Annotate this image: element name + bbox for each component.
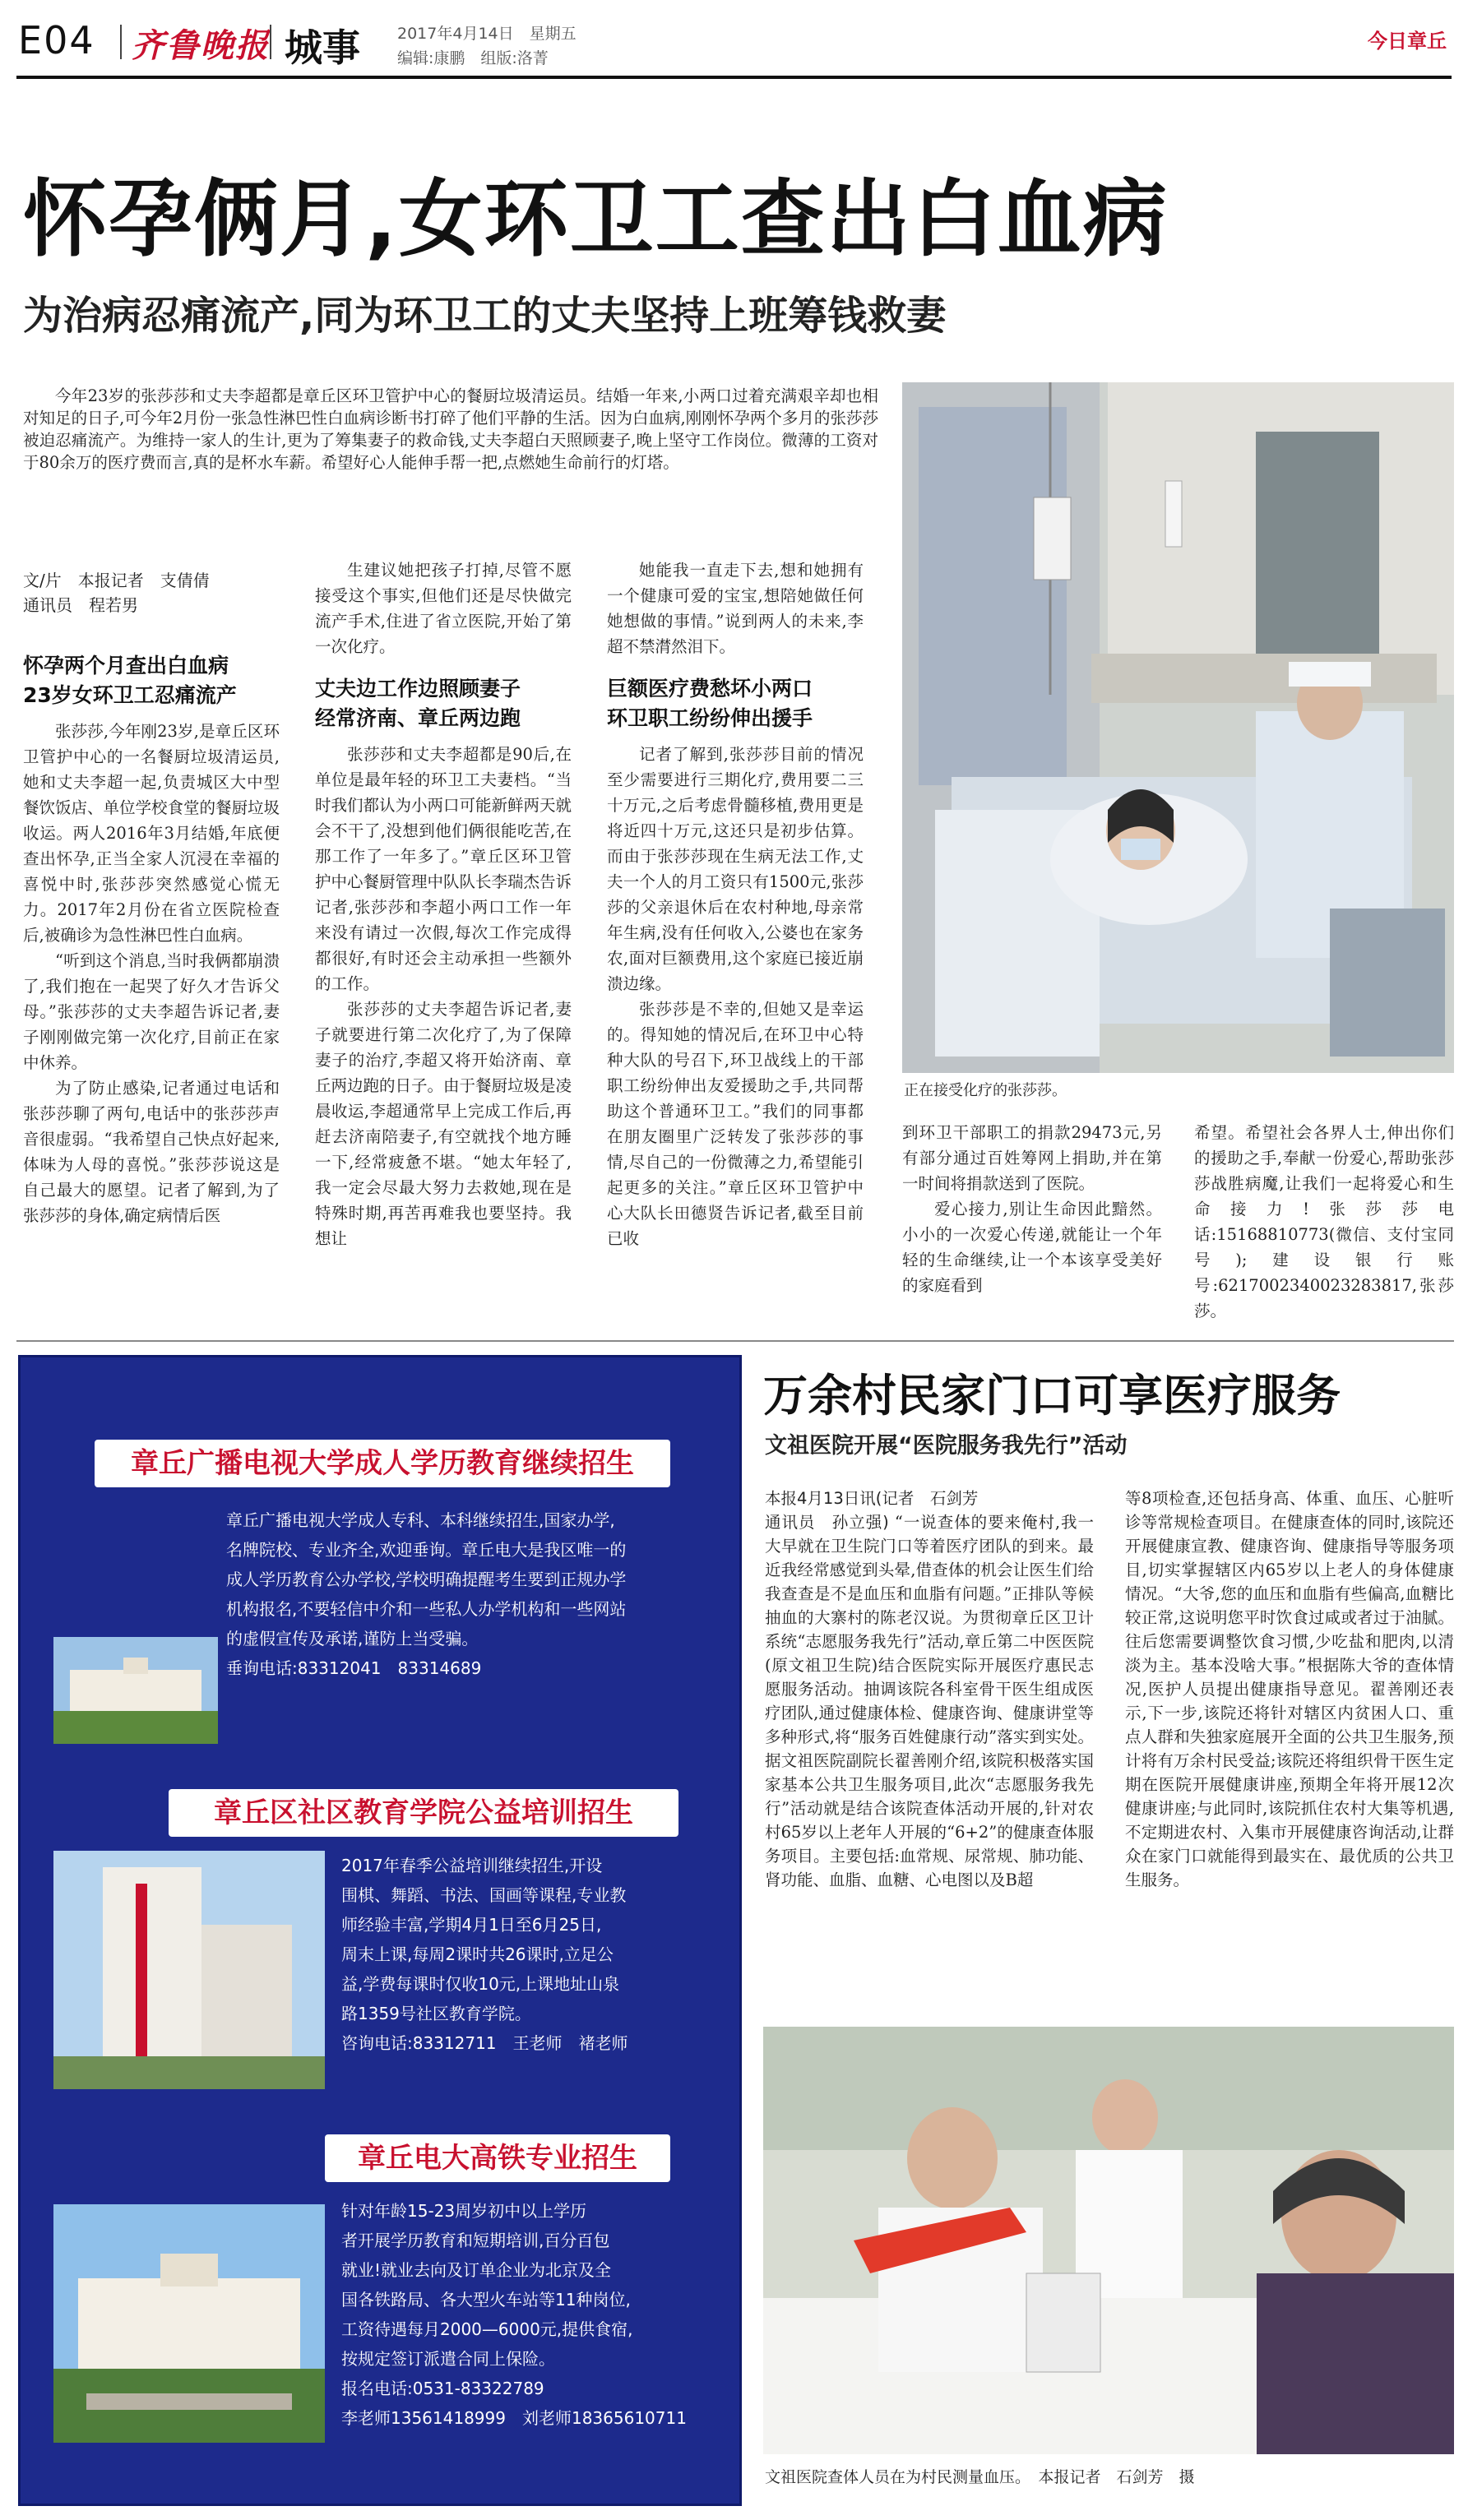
col2-heading-2: 经常济南、章丘两边跑	[315, 706, 521, 730]
paragraph: 张莎莎是不幸的,但她又是幸运的。得知她的情况后,在环卫中心特种大队的号召下,环卫战线上的干部职工纷纷伸出友爱援助之手,共同帮助这个普通环卫工。”我们的同事都在朋友圈里广泛转发了张莎莎的事情,尽自己的一份微薄之力,希望能引起更多的关注。”章丘区环卫管护中心大队长田德贤告诉记者,截至目前已收	[607, 1000, 864, 1248]
paragraph: 生建议她把孩子打掉,尽管不愿接受这个事实,但他们还是尽快做完流产手术,住进了省立医院,开始了第一次化疗。	[315, 561, 572, 656]
article-column-4	[902, 1120, 1162, 1298]
ad-line: 报名电话:0531-83322789	[341, 2379, 544, 2398]
paragraph: 希望。希望社会各界人士,伸出你们的援助之手,奉献一份爱心,帮助张莎莎战胜病魔,让我们一起将爱心和生命接力!张莎莎电话:15168810773(微信、支付宝同号);建设银行账号:6217002340023283817,张莎莎。	[1194, 1123, 1454, 1320]
ad-section-1-body	[226, 1505, 728, 1683]
photo-caption: 正在接受化疗的张莎莎。	[904, 1082, 1067, 1099]
masthead-rule	[16, 76, 1452, 79]
byline-line2: 通讯员 程若男	[23, 595, 138, 615]
col2-heading-1: 丈夫边工作边照顾妻子	[315, 677, 521, 701]
ad-line: 者开展学历教育和短期培训,百分百包	[341, 2231, 610, 2250]
paragraph: “听到这个消息,当时我俩都崩溃了,我们抱在一起哭了好久才告诉父母。”张莎莎的丈夫李超告诉记者,妻子刚刚做完第一次化疗,目前正在家中休养。	[23, 951, 280, 1072]
high-speed-rail-school-photo	[53, 2204, 325, 2443]
paragraph: 张莎莎的丈夫李超告诉记者,妻子就要进行第二次化疗了,为了保障妻子的治疗,李超又将开始济南、章丘两边跑的日子。由于餐厨垃圾是凌晨收运,李超通常早上完成工作后,再赶去济南陪妻子,有空就找个地方睡一下,经常疲惫不堪。“她太年轻了,我一定会尽最大努力去救她,现在是特殊时期,再苦再难我也要坚持。我想让	[315, 1000, 572, 1248]
col3-heading-2: 环卫职工纷纷伸出援手	[607, 706, 813, 730]
paragraph: 记者了解到,张莎莎目前的情况至少需要进行三期化疗,费用要二三十万元,之后考虑骨髓移植,费用更是将近四十万元,这还只是初步估算。而由于张莎莎现在生病无法工作,丈夫一个人的月工资只有1500元,张莎莎的父亲退休后在农村种地,母亲常年生病,没有任何收入,公婆也在家务农,面对巨额费用,这个家庭已接近崩溃边缘。	[607, 745, 864, 993]
ad-line: 按规定签订派遣合同上保险。	[341, 2349, 555, 2369]
col1-heading-1: 怀孕两个月查出白血病	[23, 654, 229, 677]
ad-line: 路1359号社区教育学院。	[341, 2004, 531, 2023]
ad-section-1-title: 章丘广播电视大学成人学历教育继续招生	[95, 1440, 670, 1487]
story2-body-b: 等8项检查,还包括身高、体重、血压、心脏听诊等常规检查项目。在健康查体的同时,该院还开展健康宣教、健康咨询、健康指导等服务项目,切实掌握辖区内65岁以上老人的身体健康情况。“大爷,您的血压和血脂有些偏高,血糖比较正常,这说明您平时饮食过咸或者过于油腻。往后您需要调整饮食习惯,少吃盐和肥肉,以清淡为主。基本没啥大事。”根据陈大爷的查体情况,医护人员提出健康指导意见。翟善刚还表示,下一步,该院还将针对辖区内贫困人口、重点人群和失独家庭展开全面的公共卫生服务,预计将有万余村民受益;该院还将组织骨干医生定期在医院开展健康讲座,预期全年将开展12次健康讲座;与此同时,该院抓住农村大集等机遇,不定期进农村、入集市开展健康咨询活动,让群众在家门口就能得到最实在、最优质的公共卫生服务。	[1125, 1489, 1454, 1889]
ad-line: 国各铁路局、各大型火车站等11种岗位,	[341, 2290, 631, 2310]
headline-subtitle: 为治病忍痛流产,同为环卫工的丈夫坚持上班筹钱救妻	[23, 293, 947, 339]
page-code: E04	[18, 18, 95, 62]
issue-date: 2017年4月14日 星期五	[397, 25, 577, 43]
ad-line: 工资待遇每月2000—6000元,提供食宿,	[341, 2319, 633, 2339]
ad-section-2-title: 章丘区社区教育学院公益培训招生	[169, 1789, 678, 1837]
medical-checkup-illustration	[763, 2027, 1454, 2454]
story2-byline: 通讯员 孙立强)	[765, 1513, 889, 1532]
ad-line: 就业!就业去向及订单企业为北京及全	[341, 2260, 612, 2280]
paragraph: 张莎莎和丈夫李超都是90后,在单位是最年轻的环卫工夫妻档。“当时我们都认为小两口可能新鲜两天就会不干了,没想到他们俩很能吃苦,在那工作了一年多了。”章丘区环卫管护中心餐厨管理中队队长李瑞杰告诉记者,张莎莎和李超小两口工作一年来没有请过一次假,每次工作完成得都很好,有时还会主动承担一些额外的工作。	[315, 745, 572, 993]
campus-building-illustration	[53, 1637, 218, 1744]
paragraph: 张莎莎,今年刚23岁,是章丘区环卫管护中心的一名餐厨垃圾清运员,她和丈夫李超一起,负责城区大中型餐饮饭店、单位学校食堂的餐厨垃圾收运。两人2016年3月结婚,年底便查出怀孕,正当全家人沉浸在幸福的喜悦中时,张莎莎突然感觉心慌无力。2017年2月份在省立医院检查后,被确诊为急性淋巴性白血病。	[23, 722, 280, 945]
lead-paragraph: 今年23岁的张莎莎和丈夫李超都是章丘区环卫管护中心的餐厨垃圾清运员。结婚一年来,小两口过着充满艰辛却也相对知足的日子,可今年2月份一张急性淋巴性白血病诊断书打碎了他们平静的生活。因为白血病,刚刚怀孕两个多月的张莎莎被迫忍痛流产。为维持一家人的生计,更为了筹集妻子的救命钱,丈夫李超白天照顾妻子,晚上坚守工作岗位。微薄的工资对于80余万的医疗费而言,真的是杯水车薪。希望好心人能伸手帮一把,点燃她生命前行的灯塔。	[23, 386, 878, 472]
story2-column-b	[1125, 1487, 1454, 1892]
ad-line: 名牌院校、专业齐全,欢迎垂询。章丘电大是我区唯一的	[226, 1540, 627, 1560]
article-column-1	[23, 651, 280, 1228]
ad-line: 针对年龄15-23周岁初中以上学历	[341, 2201, 587, 2221]
story2-column-a	[765, 1487, 1094, 1892]
paragraph: 为了防止感染,记者通过电话和张莎莎聊了两句,电话中的张莎莎声音很虚弱。“我希望自己快点好起来,体味为人母的喜悦。”张莎莎说这是自己最大的愿望。记者了解到,为了张莎莎的身体,确定病情后医	[23, 1079, 280, 1225]
headline-title: 怀孕俩月,女环卫工查出白血病	[23, 171, 1169, 269]
paragraph: 到环卫干部职工的捐款29473元,另有部分通过百姓筹网上捐助,并在第一时间将捐款送到了医院。	[902, 1123, 1162, 1193]
masthead	[0, 0, 1468, 74]
section-divider	[16, 1340, 1454, 1342]
ad-line: 李老师13561418999 刘老师18365610711	[341, 2408, 687, 2428]
edition-label: 今日章丘	[1368, 30, 1447, 53]
ad-line: 成人学历教育公办学校,学校明确提醒考生要到正规办学	[226, 1570, 627, 1589]
divider-bar	[270, 25, 271, 59]
ad-line: 益,学费每课时仅收10元,上课地址山泉	[341, 1974, 620, 1994]
article-column-5	[1194, 1120, 1454, 1324]
byline-line1: 文/片 本报记者 支倩倩	[23, 571, 210, 590]
community-college-building-photo	[53, 1851, 325, 2089]
article-column-2	[315, 557, 572, 1251]
blood-pressure-check-photo	[763, 2027, 1454, 2454]
story2-subtitle: 文祖医院开展“医院服务我先行”活动	[765, 1433, 1128, 1459]
school-campus-illustration	[53, 2204, 325, 2443]
ad-section-3-body	[341, 2196, 736, 2433]
ad-section-2-body	[341, 1851, 728, 2058]
education-advertisement	[18, 1355, 742, 2506]
ad-line: 咨询电话:83312711 王老师 褚老师	[341, 2033, 628, 2053]
tv-university-campus-photo	[53, 1637, 218, 1744]
col1-heading-2: 23岁女环卫工忍痛流产	[23, 683, 237, 707]
paragraph: 爱心接力,别让生命因此黯然。小小的一次爱心传递,就能让一个年轻的生命继续,让一个本该享受美好的家庭看到	[902, 1200, 1162, 1295]
story2-body-a: “一说查体的要来俺村,我一大早就在卫生院门口等着医疗团队的到来。最近我经常感觉到头晕,借查体的机会让医生们给我查查是不是血压和血脂有问题。”正排队等候抽血的大寨村的陈老汉说。为贯彻章丘区卫计系统“志愿服务我先行”活动,章丘第二中医医院(原文祖卫生院)结合医院实际开展医疗惠民志愿服务活动。抽调该院各科室骨干医生组成医疗团队,通过健康体检、健康咨询、健康讲堂等多种形式,将“服务百姓健康行动”落实到实处。据文祖医院副院长翟善刚介绍,该院积极落实国家基本公共卫生服务项目,此次“志愿服务我先行”活动就是结合该院查体活动开展的,针对农村65岁以上老年人开展的“6+2”的健康查体服务项目。主要包括:血常规、尿常规、肺功能、肾功能、血脂、血糖、心电图以及B超	[765, 1513, 1094, 1889]
ad-line: 垂询电话:83312041 83314689	[226, 1658, 482, 1678]
story2-dateline: 本报4月13日讯(记者 石剑芳	[765, 1489, 979, 1508]
chemotherapy-photo	[902, 382, 1454, 1073]
ad-line: 章丘广播电视大学成人专科、本科继续招生,国家办学,	[226, 1510, 615, 1530]
divider-bar	[120, 25, 122, 59]
paragraph: 她能我一直走下去,想和她拥有一个健康可爱的宝宝,想陪她做任何她想做的事情。”说到两人的未来,李超不禁潸然泪下。	[607, 561, 864, 656]
editors: 编辑:康鹏 组版:洛菁	[397, 49, 549, 67]
ad-line: 2017年春季公益培训继续招生,开设	[341, 1856, 603, 1875]
story2-photo-caption: 文祖医院查体人员在为村民测量血压。 本报记者 石剑芳 摄	[765, 2468, 1195, 2486]
tower-building-illustration	[53, 1851, 325, 2089]
story2-title: 万余村民家门口可享医疗服务	[763, 1370, 1341, 1422]
ad-line: 机构报名,不要轻信中介和一些私人办学机构和一些网站	[226, 1599, 627, 1619]
ad-line: 师经验丰富,学期4月1日至6月25日,	[341, 1915, 602, 1935]
ad-line: 周末上课,每周2课时共26课时,立足公	[341, 1944, 614, 1964]
article-column-3	[607, 557, 864, 1251]
paper-name-logo: 齐鲁晚报	[132, 27, 270, 65]
section-name: 城事	[285, 25, 360, 70]
ad-line: 的虚假宣传及承诺,谨防上当受骗。	[226, 1629, 479, 1648]
hospital-ward-illustration	[902, 382, 1454, 1073]
ad-section-3-title: 章丘电大高铁专业招生	[325, 2134, 670, 2182]
ad-line: 围棋、舞蹈、书法、国画等课程,专业教	[341, 1885, 627, 1905]
col3-heading-1: 巨额医疗费愁坏小两口	[607, 677, 813, 701]
